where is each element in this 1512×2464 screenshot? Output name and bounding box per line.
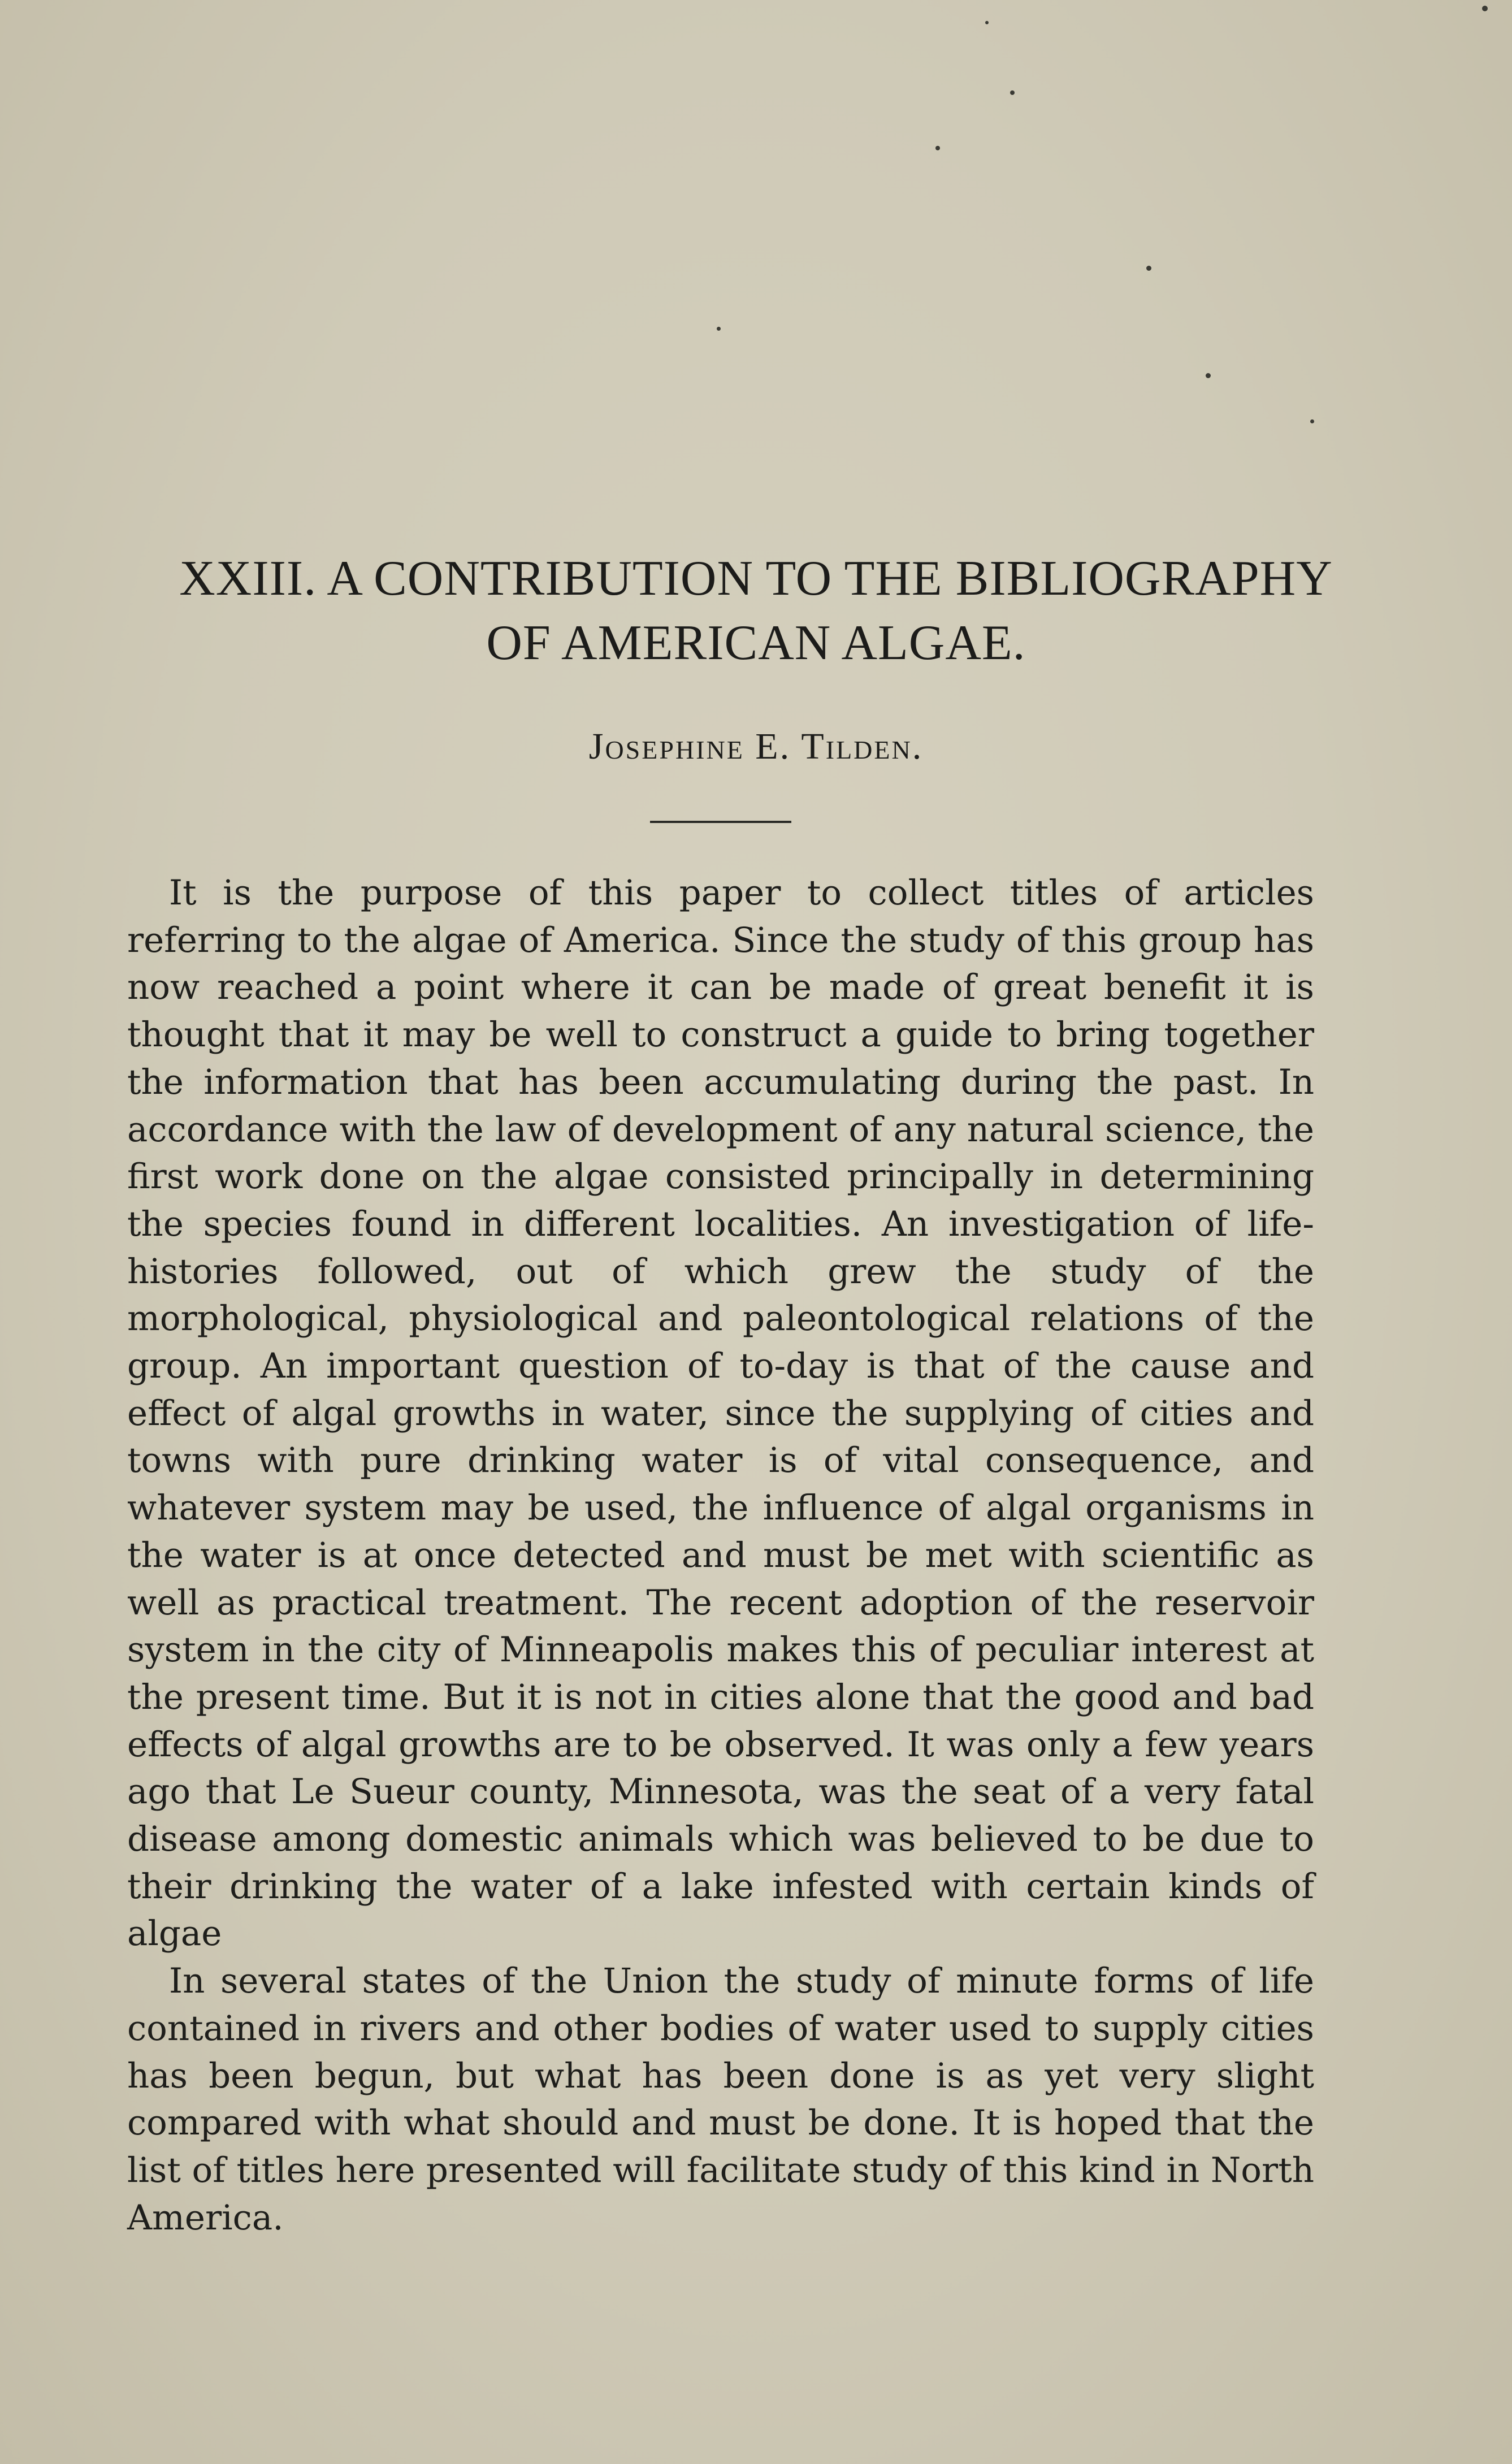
ink-speck <box>1146 266 1151 271</box>
title-line-1: XXIII. A CONTRIBUTION TO THE BIBLIOGRAPHY <box>179 551 1333 606</box>
article-body <box>127 869 1314 2241</box>
article-title <box>113 551 1399 671</box>
paragraph: It is the purpose of this paper to collect titles of articles referring to the algae of America. Since the study of this group has now reached a point where it can be made of great benefit it is thought that it may be well to construct a guide to bring together the information that has been accumulating during the past. In accordance with the law of development of any natural science, the first work done on the algae consisted principally in determining the species found in different localities. An investigation of life-histories followed, out of which grew the study of the morphological, physiological and paleontological relations of the group. An important question of to-day is that of the cause and effect of algal growths in water, since the supplying of cities and towns with pure drinking water is of vital consequence, and whatever system may be used, the influence of algal organisms in the water is at once detected and must be met with scientific as well as practical treatment. The recent adoption of the reservoir system in the city of Minneapolis makes this of peculiar interest at the present time. But it is not in cities alone that the good and bad effects of algal growths are to be observed. It was only a few years ago that Le Sueur county, Minnesota, was the seat of a very fatal disease among domestic animals which was believed to be due to their drinking the water of a lake infested with certain kinds of algae <box>127 873 1314 1954</box>
ink-speck <box>1310 419 1314 423</box>
title-divider <box>650 821 791 823</box>
title-line-2: OF AMERICAN ALGAE. <box>486 616 1026 670</box>
author-name: Josephine E. Tilden. <box>588 726 924 767</box>
ink-speck <box>935 146 940 150</box>
ink-speck <box>717 327 721 331</box>
ink-speck <box>1206 373 1211 378</box>
paragraph: In several states of the Union the study of minute forms of life contained in rivers and other bodies of water used to supply cities has been begun, but what has been done is as yet very slight compared with what should and must be done. It is hoped that the list of titles here presented will facilitate study of this kind in North America. <box>127 1961 1314 2238</box>
ink-speck <box>1482 6 1488 11</box>
ink-speck <box>1010 90 1015 95</box>
ink-speck <box>985 21 989 24</box>
